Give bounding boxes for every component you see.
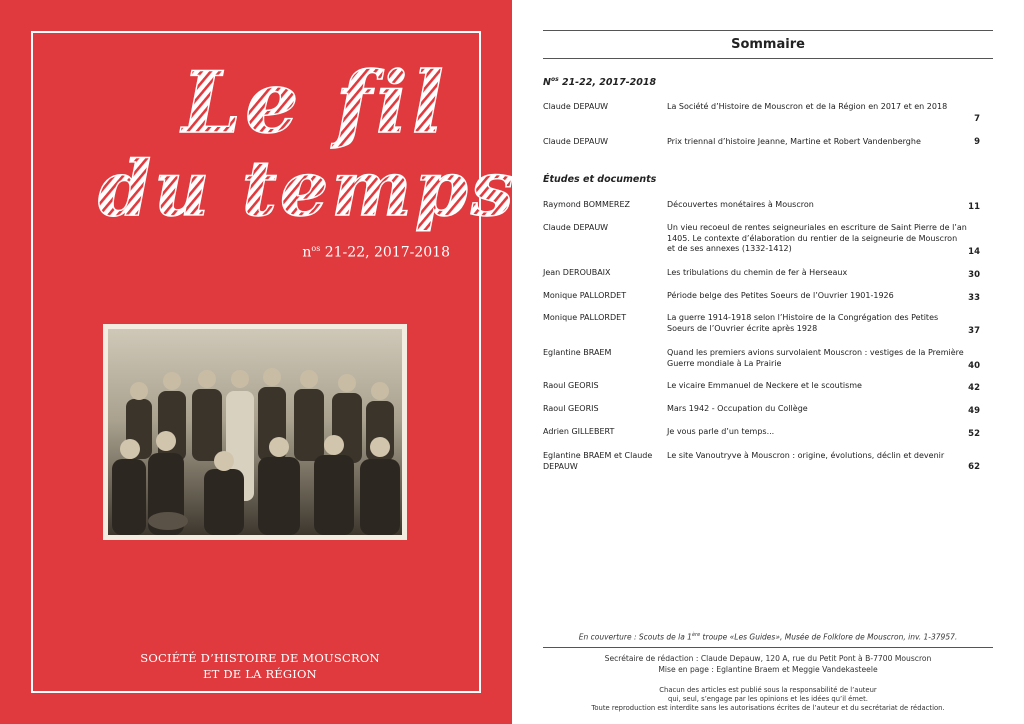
cover-title-line2: du temps xyxy=(98,144,517,233)
entry-page: 9 xyxy=(974,137,980,147)
credits-line-2: Mise en page : Eglantine Braem et Meggie Vandekasteele xyxy=(658,664,878,674)
table-of-contents-page xyxy=(512,0,1024,724)
disclaimer-line-3: Toute reproduction est interdite sans les autorisations écrites de l’auteur et du secrétariat de rédaction. xyxy=(591,704,945,712)
entry-page: 49 xyxy=(968,406,980,416)
entry-title: Prix triennal d’histoire Jeanne, Martine et Robert Vandenberghe xyxy=(667,137,921,146)
entry-page: 42 xyxy=(968,383,980,393)
entry-title: Mars 1942 - Occupation du Collège xyxy=(667,404,808,413)
entry-author: Raoul GEORIS xyxy=(543,404,599,413)
entry-page: 30 xyxy=(968,270,980,280)
cover-caption: En couverture : Scouts de la 1ère troupe «Les Guides», Musée de Folklore de Mouscron, inv. 1-37957. xyxy=(578,632,958,642)
entry-author: Claude DEPAUW xyxy=(543,102,609,111)
studies-section-heading: Études et documents xyxy=(543,174,657,185)
entry-author: Raymond BOMMEREZ xyxy=(543,200,630,209)
entry-author: Eglantine BRAEM xyxy=(543,348,612,357)
sommaire-heading: Sommaire xyxy=(731,37,805,52)
entry-title: Période belge des Petites Soeurs de l’Ouvrier 1901-1926 xyxy=(667,291,894,300)
heading-rule xyxy=(543,58,993,59)
cover-title-line1: Le fil xyxy=(182,53,448,152)
entry-page: 11 xyxy=(968,202,980,212)
top-rule xyxy=(543,30,993,31)
entry-title: Un vieu recoeul de rentes seigneuriales en escriture de Saint Pierre de l’an 1405. Le contexte d’élaboration du rentier de la seigneurie de Mouscron et de ses annexes (1332-1412) xyxy=(667,223,967,254)
entry-page: 40 xyxy=(968,361,980,371)
entry-title: La Société d’Histoire de Mouscron et de la Région en 2017 et en 2018 xyxy=(667,102,948,111)
entry-title: La guerre 1914-1918 selon l’Histoire de la Congrégation des Petites Soeurs de l’Ouvrier écrite après 1928 xyxy=(667,313,939,333)
entry-author: Monique PALLORDET xyxy=(543,313,627,322)
scouts-group-photo xyxy=(108,329,402,535)
entry-title: Les tribulations du chemin de fer à Herseaux xyxy=(667,268,848,277)
society-line-1: SOCIÉTÉ D’HISTOIRE DE MOUSCRON xyxy=(140,651,380,665)
society-line-2: ET DE LA RÉGION xyxy=(203,667,317,681)
entry-author: Eglantine BRAEM et Claude DEPAUW xyxy=(543,451,653,471)
entry-page: 37 xyxy=(968,326,980,336)
entry-page: 52 xyxy=(968,429,980,439)
legal-disclaimer xyxy=(543,686,993,713)
entry-author: Adrien GILLEBERT xyxy=(543,427,615,436)
editorial-credits xyxy=(543,654,993,675)
entry-author: Claude DEPAUW xyxy=(543,137,609,146)
entry-page: 62 xyxy=(968,462,980,472)
cover-photo xyxy=(103,324,407,540)
entry-title: Le vicaire Emmanuel de Neckere et le scoutisme xyxy=(667,381,862,390)
entry-title: Quand les premiers avions survolaient Mouscron : vestiges de la Première Guerre mondiale à La Prairie xyxy=(667,348,964,368)
entry-page: 14 xyxy=(968,247,980,257)
entry-title: Le site Vanoutryve à Mouscron : origine, évolutions, déclin et devenir xyxy=(667,451,945,460)
entry-title: Découvertes monétaires à Mouscron xyxy=(667,200,814,209)
disclaimer-line-2: qui, seul, s’engage par les opinions et les idées qu’il émet. xyxy=(668,695,868,703)
entry-author: Claude DEPAUW xyxy=(543,223,609,232)
entry-page: 33 xyxy=(968,293,980,303)
credits-line-1: Secrétaire de rédaction : Claude Depauw, 120 A, rue du Petit Pont à B-7700 Mouscron xyxy=(604,654,932,663)
entry-page: 7 xyxy=(974,114,980,124)
issue-section-heading: $N^{os}$ 21-22, 2017-2018 xyxy=(543,76,657,89)
disclaimer-line-1: Chacun des articles est publié sous la responsabilité de l’auteur xyxy=(659,686,877,694)
entry-title: Je vous parle d’un temps... xyxy=(667,427,775,436)
cover-title xyxy=(90,50,517,240)
footer-rule xyxy=(543,647,993,648)
cover-issue-number: $n^{os}$ 21-22, 2017-2018 xyxy=(302,244,450,261)
entry-author: Monique PALLORDET xyxy=(543,291,627,300)
cover-society-name xyxy=(120,650,400,682)
entry-author: Raoul GEORIS xyxy=(543,381,599,390)
entry-author: Jean DEROUBAIX xyxy=(543,268,611,277)
